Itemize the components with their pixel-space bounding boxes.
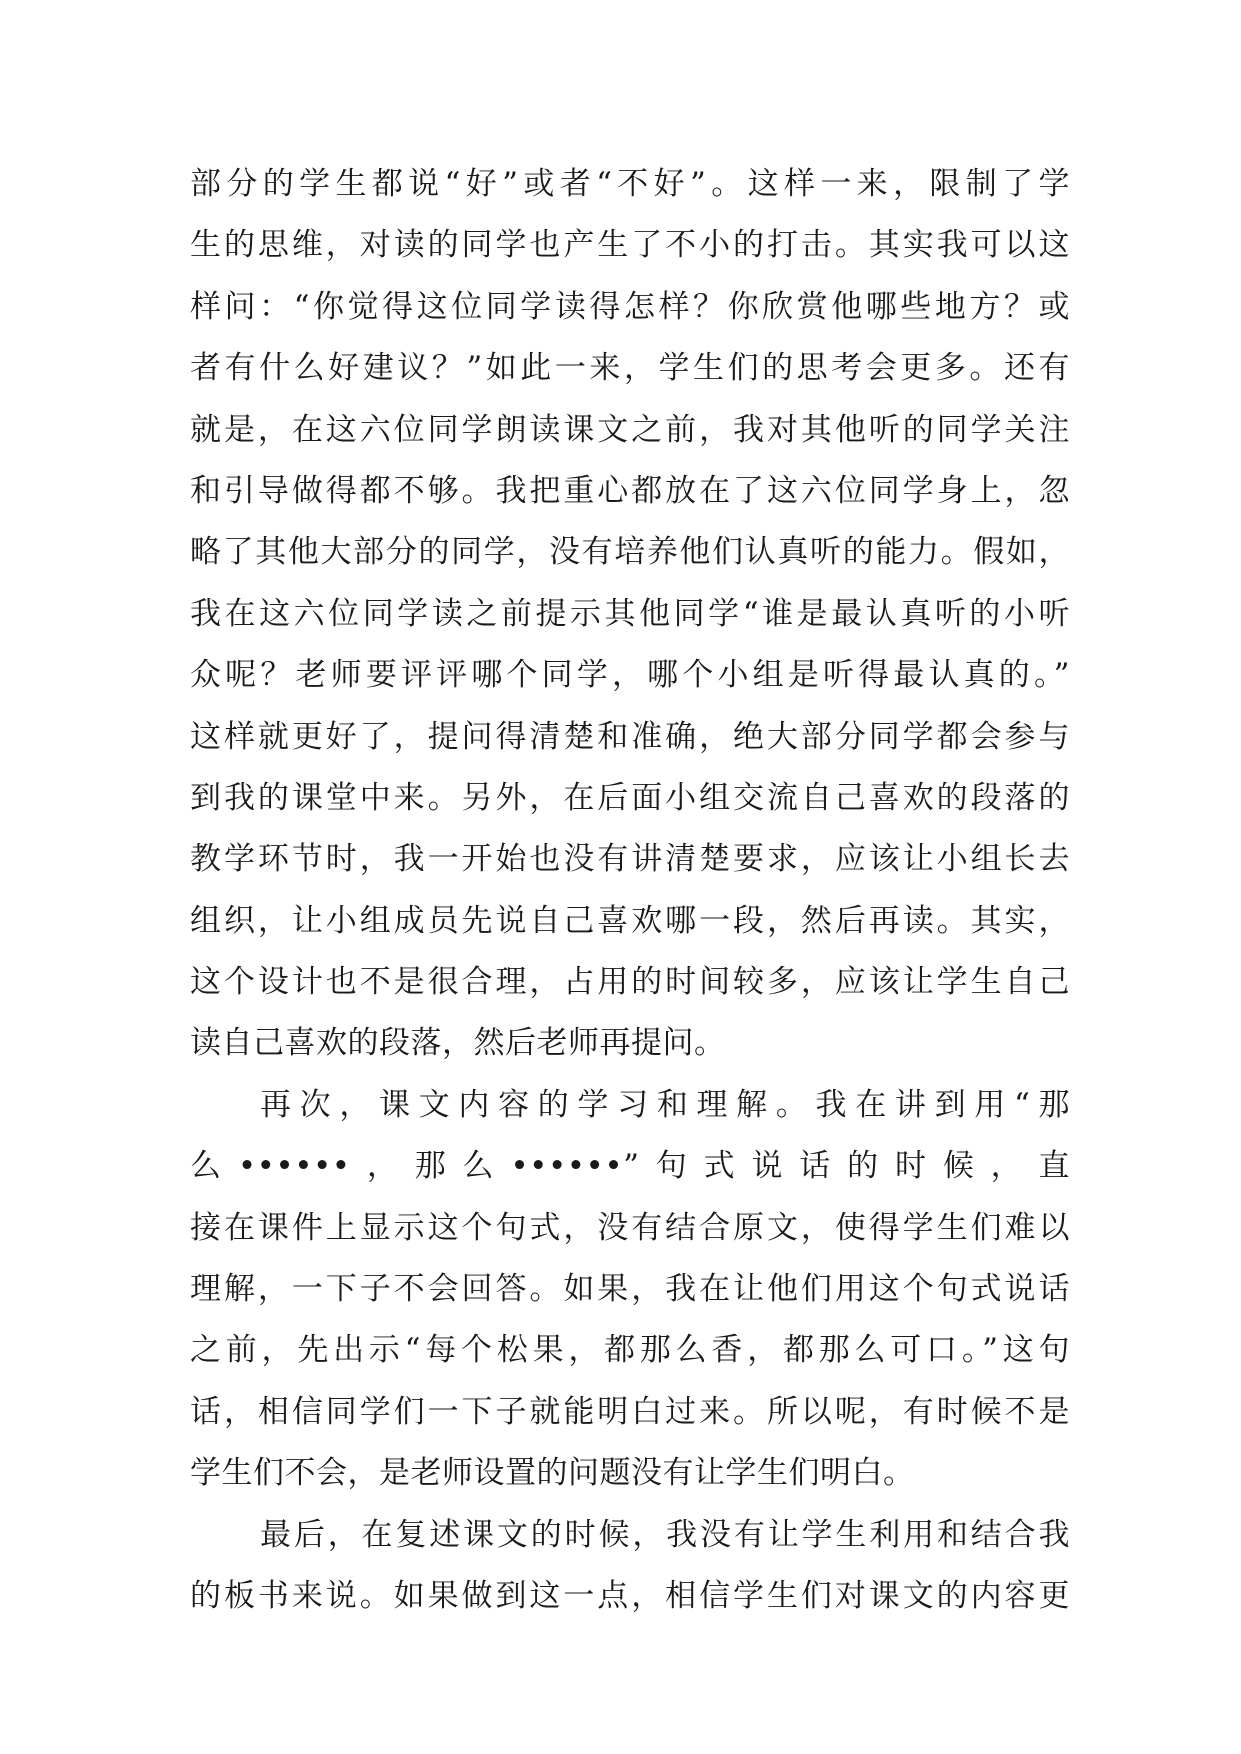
text-line: 我在这六位同学读之前提示其他同学“谁是最认真听的小听 [190, 595, 1070, 632]
text-line: 再次，课文内容的学习和理解。我在讲到用“那 [260, 1086, 1070, 1123]
text-line: 学生们不会，是老师设置的问题没有让学生们明白。 [190, 1455, 915, 1492]
text-line: 样问：“你觉得这位同学读得怎样？你欣赏他哪些地方？或 [190, 288, 1070, 325]
text-line: 话，相信同学们一下子就能明白过来。所以呢，有时候不是 [190, 1393, 1070, 1430]
text-line: 和引导做得都不够。我把重心都放在了这六位同学身上，忽 [190, 472, 1070, 509]
body-text [190, 154, 1070, 1627]
text-line: 略了其他大部分的同学，没有培养他们认真听的能力。假如， [190, 534, 1070, 571]
text-line: 之前，先出示“每个松果，都那么香，都那么可口。”这句 [190, 1332, 1070, 1369]
paragraph-1 [190, 154, 1070, 1075]
text-line: 接在课件上显示这个句式，没有结合原文，使得学生们难以 [190, 1209, 1070, 1246]
text-line: 理解，一下子不会回答。如果，我在让他们用这个句式说话 [190, 1271, 1070, 1308]
text-line: 就是，在这六位同学朗读课文之前，我对其他听的同学关注 [190, 411, 1070, 448]
text-line: 读自己喜欢的段落，然后老师再提问。 [190, 1025, 726, 1062]
text-line: 生的思维，对读的同学也产生了不小的打击。其实我可以这 [190, 227, 1070, 264]
text-line: 部分的学生都说“好”或者“不好”。这样一来，限制了学 [190, 166, 1070, 202]
paragraph-3 [190, 1505, 1070, 1628]
text-line: 么••••••，那么••••••”句式说话的时候，直 [190, 1148, 1070, 1185]
text-line: 到我的课堂中来。另外，在后面小组交流自己喜欢的段落的 [190, 779, 1070, 816]
text-line: 众呢？老师要评评哪个同学，哪个小组是听得最认真的。” [190, 657, 1070, 694]
text-line: 这样就更好了，提问得清楚和准确，绝大部分同学都会参与 [190, 718, 1070, 755]
text-line: 组织，让小组成员先说自己喜欢哪一段，然后再读。其实， [190, 902, 1070, 939]
text-line: 的板书来说。如果做到这一点，相信学生们对课文的内容更 [190, 1577, 1070, 1614]
paragraph-2 [190, 1075, 1070, 1505]
text-line: 最后，在复述课文的时候，我没有让学生利用和结合我 [260, 1516, 1070, 1553]
text-line: 教学环节时，我一开始也没有讲清楚要求，应该让小组长去 [190, 841, 1070, 878]
text-line: 这个设计也不是很合理，占用的时间较多，应该让学生自己 [190, 964, 1070, 1001]
text-line: 者有什么好建议？”如此一来，学生们的思考会更多。还有 [190, 350, 1070, 387]
